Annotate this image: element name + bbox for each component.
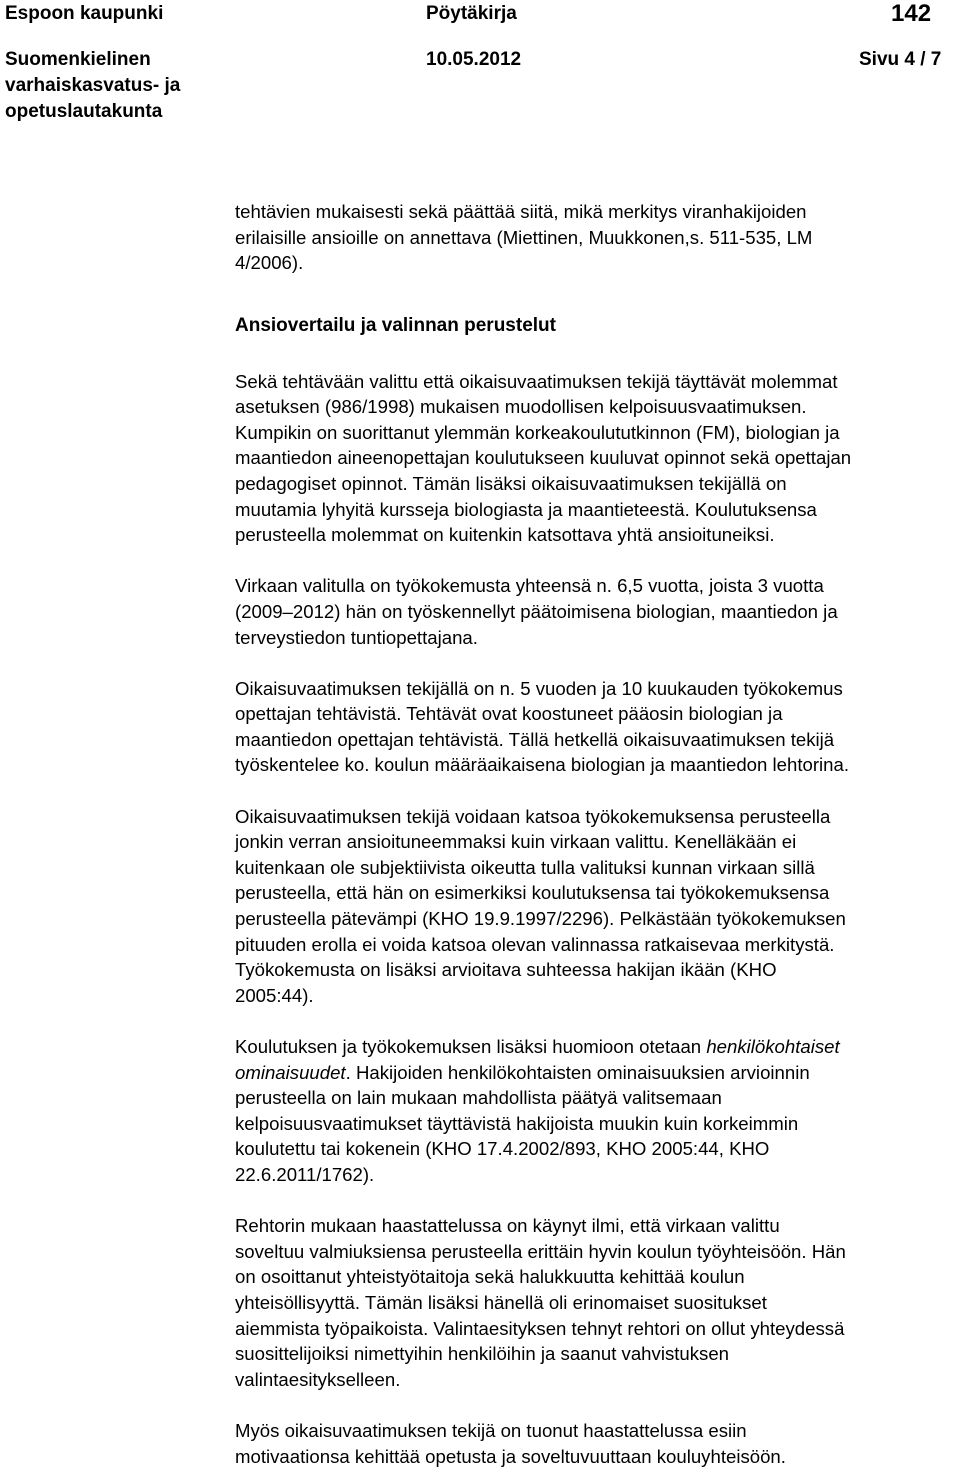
paragraph-qualifications	[235, 369, 960, 548]
text-line	[235, 1060, 960, 1086]
text-line: perusteella molemmat on kuitenkin katsottava yhtä ansioituneiksi.	[235, 522, 960, 548]
text-line: aiemmista työpaikoista. Valintaesityksen tehnyt rehtori on ollut yhteydessä	[235, 1316, 960, 1342]
text-line: erilaisille ansioille on annettava (Miettinen, Muukkonen,s. 511-535, LM	[235, 225, 960, 251]
text-line: muutamia lyhyitä kursseja biologiasta ja maantieteestä. Koulutuksensa	[235, 497, 960, 523]
text-line: perusteella pätevämpi (KHO 19.9.1997/2296). Pelkästään työkokemuksen	[235, 906, 960, 932]
text-line: koulutettu tai kokenein (KHO 17.4.2002/893, KHO 2005:44, KHO	[235, 1136, 960, 1162]
text-line: kuitenkaan ole subjektiivista oikeutta tulla valituksi kunnan virkaan sillä	[235, 855, 960, 881]
text-line: 22.6.2011/1762).	[235, 1162, 960, 1188]
document-type: Pöytäkirja	[426, 3, 517, 25]
meeting-date: 10.05.2012	[426, 49, 521, 71]
paragraph-personal-qualities	[235, 1034, 960, 1188]
text-line: suosittelijoiksi nimettyihin henkilöihin ja saanut vahvistuksen	[235, 1341, 960, 1367]
text-line: soveltuu valmiuksiensa perusteella erittäin hyvin koulun työyhteisöön. Hän	[235, 1239, 960, 1265]
text-line: Rehtorin mukaan haastattelussa on käynyt ilmi, että virkaan valittu	[235, 1213, 960, 1239]
text-line: jonkin verran ansioituneemmaksi kuin virkaan valittu. Kenelläkään ei	[235, 829, 960, 855]
text-line	[235, 1034, 960, 1060]
text-line: Sekä tehtävään valittu että oikaisuvaatimuksen tekijä täyttävät molemmat	[235, 369, 960, 395]
text-line: valintaesitykselleen.	[235, 1367, 960, 1393]
text-line: on osoittanut yhteistyötaitoja sekä halukkuutta kehittää koulun	[235, 1264, 960, 1290]
paragraph-appellant-experience	[235, 676, 960, 778]
paragraph-appointee-experience	[235, 573, 960, 650]
text-line: terveystiedon tuntiopettajana.	[235, 625, 960, 651]
intro-paragraph	[235, 199, 960, 276]
text-line: Oikaisuvaatimuksen tekijä voidaan katsoa työkokemuksensa perusteella	[235, 804, 960, 830]
text-line: kelpoisuusvaatimukset täyttävistä hakijoista muukin kuin korkeimmin	[235, 1111, 960, 1137]
text-line: 2005:44).	[235, 983, 960, 1009]
text-line: perusteella on lain mukaan mahdollista päätyä valitsemaan	[235, 1085, 960, 1111]
organization-name: Espoon kaupunki	[5, 3, 163, 25]
text-line: pedagogiset opinnot. Tämän lisäksi oikaisuvaatimuksen tekijällä on	[235, 471, 960, 497]
text-line: Myös oikaisuvaatimuksen tekijä on tuonut haastattelussa esiin	[235, 1418, 960, 1444]
text-span: Koulutuksen ja työkokemuksen lisäksi huomioon otetaan	[235, 1036, 706, 1057]
page-number: 142	[891, 1, 931, 27]
committee-line: varhaiskasvatus- ja	[5, 75, 180, 97]
paragraph-appellant-motivation	[235, 1418, 960, 1469]
page-counter: Sivu 4 / 7	[859, 49, 941, 71]
text-line: motivaationsa kehittää opetusta ja soveltuvuuttaan kouluyhteisöön.	[235, 1444, 960, 1469]
text-line: asetuksen (986/1998) mukaisen muodollisen kelpoisuusvaatimuksen.	[235, 394, 960, 420]
committee-line: Suomenkielinen	[5, 49, 151, 71]
text-line: perusteella, että hän on esimerkiksi koulutuksensa tai työkokemuksensa	[235, 880, 960, 906]
text-line: 4/2006).	[235, 250, 960, 276]
text-line: Oikaisuvaatimuksen tekijällä on n. 5 vuoden ja 10 kuukauden työkokemus	[235, 676, 960, 702]
committee-line: opetuslautakunta	[5, 101, 162, 123]
text-line: Kumpikin on suorittanut ylemmän korkeakoulututkinnon (FM), biologian ja	[235, 420, 960, 446]
section-heading: Ansiovertailu ja valinnan perustelut	[235, 313, 960, 339]
text-span: . Hakijoiden henkilökohtaisten ominaisuuksien arvioinnin	[346, 1062, 810, 1083]
paragraph-principal-interview	[235, 1213, 960, 1392]
text-line: maantiedon opettajan tehtävistä. Tällä hetkellä oikaisuvaatimuksen tekijä	[235, 727, 960, 753]
text-line: tehtävien mukaisesti sekä päättää siitä, mikä merkitys viranhakijoiden	[235, 199, 960, 225]
text-line: opettajan tehtävistä. Tehtävät ovat koostuneet pääosin biologian ja	[235, 701, 960, 727]
text-line: maantiedon aineenopettajan koulutukseen kuuluvat opinnot sekä opettajan	[235, 445, 960, 471]
text-line: yhteisöllisyyttä. Tämän lisäksi hänellä oli erinomaiset suositukset	[235, 1290, 960, 1316]
text-line: Työkokemusta on lisäksi arvioitava suhteessa hakijan ikään (KHO	[235, 957, 960, 983]
document-body	[235, 199, 960, 1469]
text-line: pituuden erolla ei voida katsoa olevan valinnassa ratkaisevaa merkitystä.	[235, 932, 960, 958]
italic-term: henkilökohtaiset	[706, 1036, 839, 1057]
text-line: (2009–2012) hän on työskennellyt päätoimisena biologian, maantiedon ja	[235, 599, 960, 625]
text-line: Virkaan valitulla on työkokemusta yhteensä n. 6,5 vuotta, joista 3 vuotta	[235, 573, 960, 599]
text-line: työskentelee ko. koulun määräaikaisena biologian ja maantiedon lehtorina.	[235, 752, 960, 778]
italic-term: ominaisuudet	[235, 1062, 346, 1083]
paragraph-experience-assessment	[235, 804, 960, 1009]
